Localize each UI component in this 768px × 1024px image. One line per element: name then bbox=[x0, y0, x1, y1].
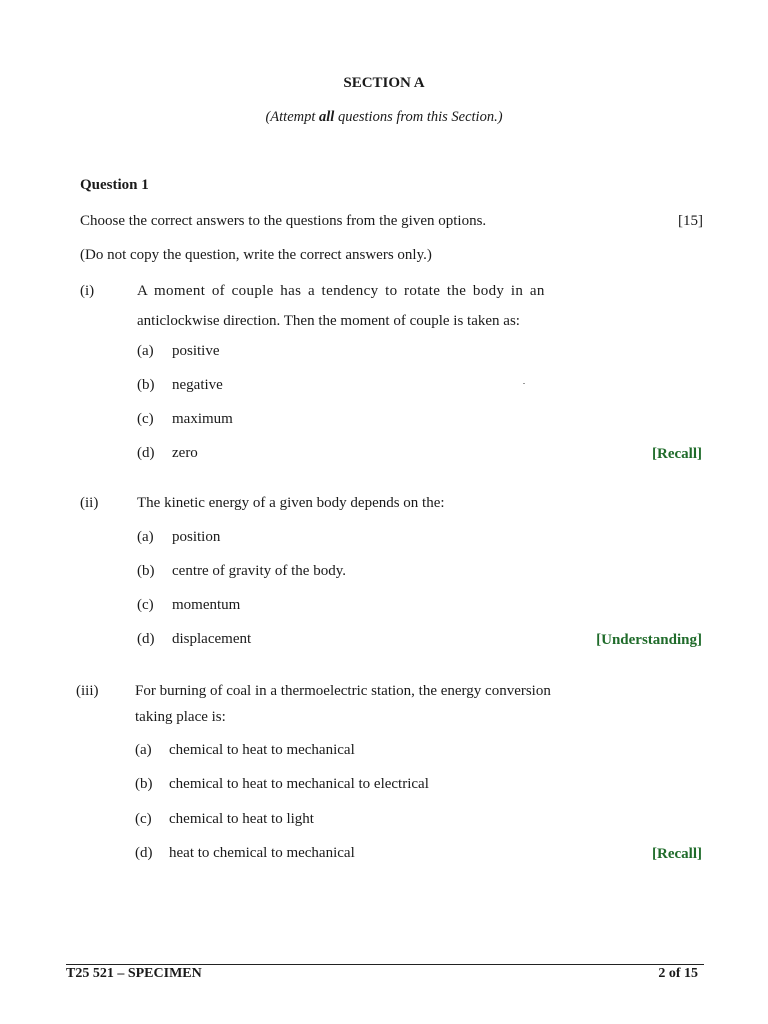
footer-paper-code: T25 521 – SPECIMEN bbox=[66, 966, 202, 981]
option-text: momentum bbox=[172, 597, 241, 613]
option-letter: (a) bbox=[135, 742, 152, 758]
instruction-post: questions from this Section.) bbox=[334, 109, 503, 125]
option-letter: (b) bbox=[135, 776, 153, 792]
option-letter: (b) bbox=[137, 377, 155, 393]
item-text-line: For burning of coal in a thermoelectric station, the energy conversion bbox=[135, 683, 551, 699]
cognitive-level-tag: [Recall] bbox=[652, 446, 702, 462]
question-note: (Do not copy the question, write the correct answers only.) bbox=[80, 247, 432, 263]
option-text: maximum bbox=[172, 411, 233, 427]
option-text: chemical to heat to mechanical to electrical bbox=[169, 776, 429, 792]
option-text: chemical to heat to mechanical bbox=[169, 742, 355, 758]
option-text: negative bbox=[172, 377, 223, 393]
section-title: SECTION A bbox=[343, 75, 425, 91]
option-text: displacement bbox=[172, 631, 252, 647]
option-letter: (d) bbox=[137, 631, 155, 647]
cognitive-level-tag: [Recall] bbox=[652, 846, 702, 862]
item-text-line: taking place is: bbox=[135, 709, 226, 725]
option-text: heat to chemical to mechanical bbox=[169, 845, 355, 861]
item-text-line: anticlockwise direction. Then the moment of couple is taken as: bbox=[137, 313, 520, 329]
question-marks: [15] bbox=[678, 213, 703, 229]
option-letter: (c) bbox=[137, 411, 154, 427]
question-title: Question 1 bbox=[80, 177, 149, 193]
option-letter: (d) bbox=[135, 845, 153, 861]
option-letter: (b) bbox=[137, 563, 155, 579]
item-text-line: The kinetic energy of a given body depends on the: bbox=[137, 495, 445, 511]
item-number: (i) bbox=[80, 283, 95, 299]
instruction-emphasis: all bbox=[319, 109, 335, 125]
option-letter: (c) bbox=[135, 811, 152, 827]
option-text: position bbox=[172, 529, 221, 545]
item-number: (ii) bbox=[80, 495, 99, 511]
item-number: (iii) bbox=[76, 683, 99, 699]
option-letter: (c) bbox=[137, 597, 154, 613]
question-intro: Choose the correct answers to the questions from the given options. bbox=[80, 213, 487, 229]
option-letter: (a) bbox=[137, 529, 154, 545]
footer-rule bbox=[66, 964, 704, 965]
option-letter: (a) bbox=[137, 343, 154, 359]
option-letter: (d) bbox=[137, 445, 155, 461]
cognitive-level-tag: [Understanding] bbox=[596, 632, 702, 648]
scan-speck bbox=[523, 383, 525, 384]
instruction-pre: (Attempt bbox=[265, 109, 320, 125]
option-text: centre of gravity of the body. bbox=[172, 563, 346, 579]
option-text: chemical to heat to light bbox=[169, 811, 314, 827]
section-instruction bbox=[0, 109, 768, 126]
option-text: zero bbox=[172, 445, 198, 461]
option-text: positive bbox=[172, 343, 220, 359]
item-text-line: A moment of couple has a tendency to rotate the body in an bbox=[137, 283, 545, 299]
footer-page-number: 2 of 15 bbox=[658, 966, 698, 981]
